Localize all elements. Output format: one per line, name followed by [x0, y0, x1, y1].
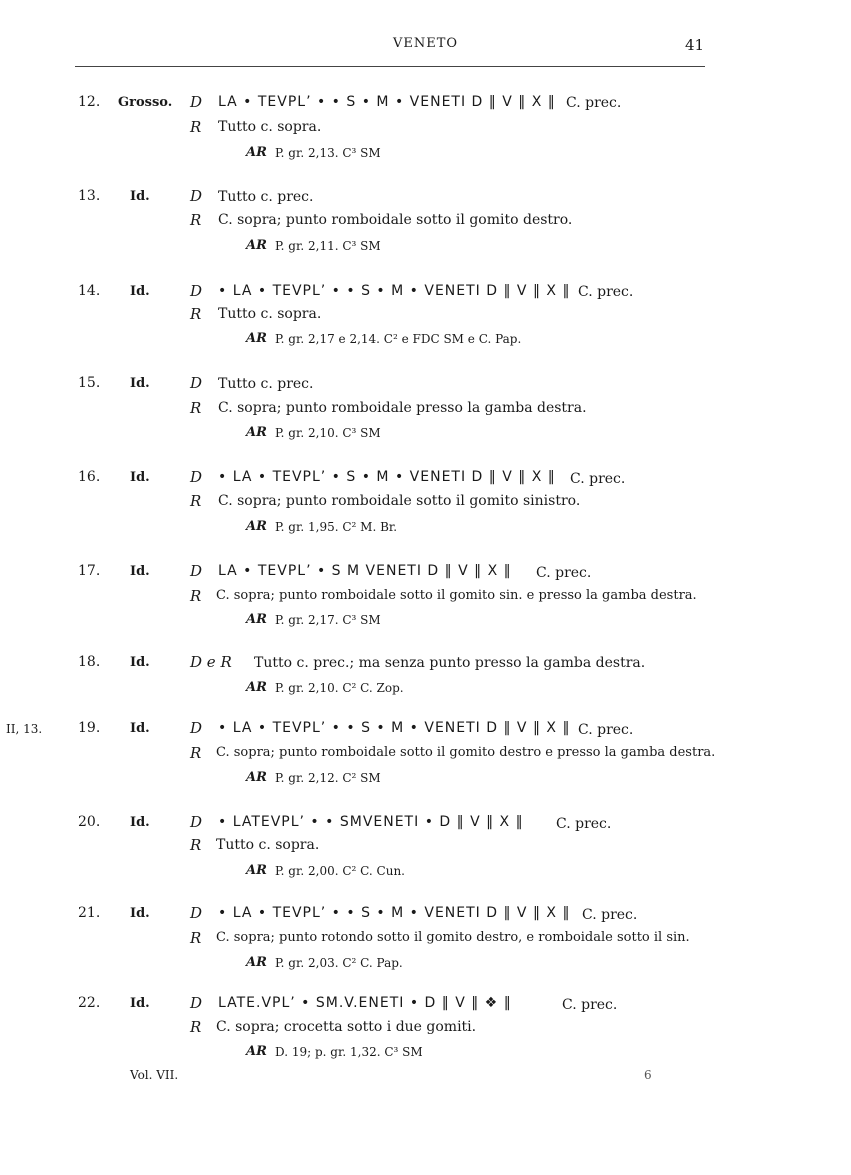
reverse-symbol: R: [190, 305, 202, 323]
obverse-legend: • LATEVPL’ • • SMVENETI • D ‖ V ‖ X ‖: [218, 814, 524, 830]
entry-number: 20.: [78, 814, 101, 830]
weight-and-collection: P. gr. 2,10. C² C. Zop.: [275, 681, 404, 695]
obverse-note: C. prec.: [570, 471, 626, 487]
reverse-symbol: R: [190, 492, 202, 510]
entry-number: 15.: [78, 375, 101, 391]
entry-number: 18.: [78, 654, 101, 670]
reverse-symbol: R: [190, 836, 202, 854]
entry-number: 21.: [78, 905, 101, 921]
reverse-description: C. sopra; punto romboidale sotto il gomito destro.: [218, 212, 573, 228]
reverse-description: C. sopra; punto romboidale sotto il gomito sinistro.: [218, 493, 581, 509]
obverse-legend: LA • TEVPL’ • S M VENETI D ‖ V ‖ X ‖: [218, 563, 512, 579]
obverse-note: C. prec.: [562, 997, 618, 1013]
reverse-description: C. sopra; crocetta sotto i due gomiti.: [216, 1019, 477, 1035]
reverse-description: Tutto c. sopra.: [218, 306, 322, 322]
reverse-description: C. sopra; punto romboidale presso la gamba destra.: [218, 400, 587, 416]
obverse-note: C. prec.: [566, 95, 622, 111]
entry-number: 12.: [78, 94, 101, 110]
entry-number: 13.: [78, 188, 101, 204]
denomination: Id.: [130, 376, 150, 391]
entry-description: Tutto c. prec.; ma senza punto presso la gamba destra.: [254, 655, 646, 671]
volume-label: Vol. VII.: [130, 1068, 179, 1082]
denomination: Id.: [130, 906, 150, 921]
obverse-description: Tutto c. prec.: [218, 376, 314, 392]
metal-mark: AR: [246, 331, 267, 346]
weight-and-collection: D. 19; p. gr. 1,32. C³ SM: [275, 1045, 423, 1059]
metal-mark: AR: [246, 425, 267, 440]
obverse-symbol: D: [190, 994, 203, 1012]
weight-and-collection: P. gr. 2,17. C³ SM: [275, 613, 381, 627]
weight-and-collection: P. gr. 2,00. C² C. Cun.: [275, 864, 405, 878]
metal-mark: AR: [246, 238, 267, 253]
reverse-symbol: R: [190, 929, 202, 947]
obverse-symbol: D: [190, 468, 203, 486]
signature-mark: 6: [644, 1068, 652, 1082]
weight-and-collection: P. gr. 1,95. C² M. Br.: [275, 520, 398, 534]
obverse-legend: • LA • TEVPL’ • • S • M • VENETI D ‖ V ‖ X ‖: [218, 283, 571, 299]
entry-number: 14.: [78, 283, 101, 299]
denomination: Id.: [130, 189, 150, 204]
metal-mark: AR: [246, 145, 267, 160]
reverse-symbol: R: [190, 211, 202, 229]
metal-mark: AR: [246, 612, 267, 627]
denomination: Id.: [130, 721, 150, 736]
denomination: Id.: [130, 284, 150, 299]
weight-and-collection: P. gr. 2,03. C² C. Pap.: [275, 956, 403, 970]
denomination: Id.: [130, 470, 150, 485]
plate-reference: II, 13.: [6, 722, 43, 736]
obverse-symbol: D: [190, 282, 203, 300]
reverse-symbol: R: [190, 1018, 202, 1036]
metal-mark: AR: [246, 863, 267, 878]
reverse-symbol: R: [190, 118, 202, 136]
obverse-description: Tutto c. prec.: [218, 189, 314, 205]
obverse-symbol: D: [190, 93, 203, 111]
metal-mark: AR: [246, 680, 267, 695]
weight-and-collection: P. gr. 2,13. C³ SM: [275, 146, 381, 160]
metal-mark: AR: [246, 770, 267, 785]
metal-mark: AR: [246, 1044, 267, 1059]
weight-and-collection: P. gr. 2,17 e 2,14. C² e FDC SM e C. Pap.: [275, 332, 522, 346]
weight-and-collection: P. gr. 2,10. C³ SM: [275, 426, 381, 440]
obverse-symbol: D: [190, 187, 203, 205]
obverse-legend: • LA • TEVPL’ • S • M • VENETI D ‖ V ‖ X ‖: [218, 469, 556, 485]
denomination: Id.: [130, 564, 150, 579]
weight-and-collection: P. gr. 2,12. C² SM: [275, 771, 381, 785]
reverse-description: Tutto c. sopra.: [216, 837, 320, 853]
obverse-note: C. prec.: [556, 816, 612, 832]
obverse-legend: LATE.VPL’ • SM.V.ENETI • D ‖ V ‖ ❖ ‖: [218, 995, 512, 1011]
entry-number: 16.: [78, 469, 101, 485]
denomination: Id.: [130, 815, 150, 830]
entry-number: 19.: [78, 720, 101, 736]
denomination: Id.: [130, 655, 150, 670]
metal-mark: AR: [246, 519, 267, 534]
reverse-symbol: R: [190, 399, 202, 417]
obverse-legend: • LA • TEVPL’ • • S • M • VENETI D ‖ V ‖ X ‖: [218, 720, 571, 736]
entry-number: 22.: [78, 995, 101, 1011]
obverse-note: C. prec.: [578, 722, 634, 738]
obverse-symbol: D: [190, 719, 203, 737]
reverse-description: C. sopra; punto romboidale sotto il gomito destro e presso la gamba destra.: [216, 745, 716, 760]
denomination: Grosso.: [118, 95, 173, 110]
obverse-legend: LA • TEVPL’ • • S • M • VENETI D ‖ V ‖ X ‖: [218, 94, 556, 110]
obverse-note: C. prec.: [578, 284, 634, 300]
obverse-symbol: D: [190, 374, 203, 392]
metal-mark: AR: [246, 955, 267, 970]
obverse-symbol: D: [190, 813, 203, 831]
obverse-note: C. prec.: [582, 907, 638, 923]
obverse-symbol: D: [190, 562, 203, 580]
obverse-legend: • LA • TEVPL’ • • S • M • VENETI D ‖ V ‖ X ‖: [218, 905, 571, 921]
obverse-symbol: D: [190, 904, 203, 922]
reverse-description: Tutto c. sopra.: [218, 119, 322, 135]
reverse-symbol: R: [190, 744, 202, 762]
running-header-title: VENETO: [392, 36, 459, 51]
obverse-reverse-symbol: D e R: [190, 653, 232, 671]
denomination: Id.: [130, 996, 150, 1011]
reverse-description: C. sopra; punto rotondo sotto il gomito destro, e romboidale sotto il sin.: [216, 930, 690, 945]
header-rule: [75, 66, 705, 67]
reverse-symbol: R: [190, 587, 202, 605]
obverse-note: C. prec.: [536, 565, 592, 581]
reverse-description: C. sopra; punto romboidale sotto il gomito sin. e presso la gamba destra.: [216, 588, 697, 603]
page-number: 41: [685, 36, 705, 54]
weight-and-collection: P. gr. 2,11. C³ SM: [275, 239, 381, 253]
entry-number: 17.: [78, 563, 101, 579]
